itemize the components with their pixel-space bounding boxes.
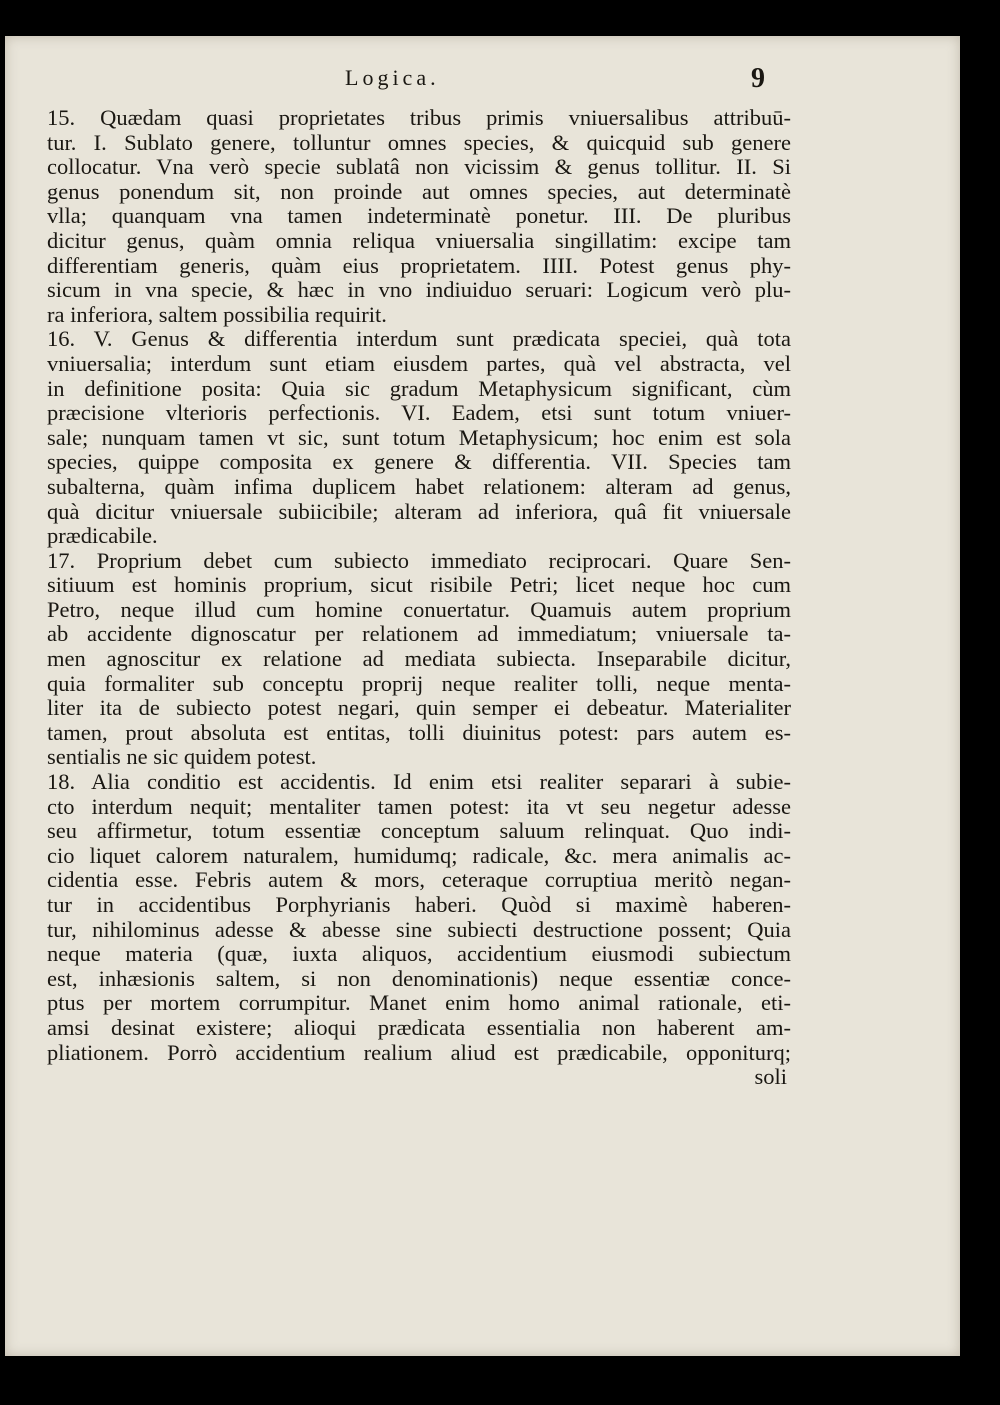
text-line: cio liquet calorem naturalem, humidumq; radicale, &c. mera animalis ac- (47, 843, 791, 868)
text-line: differentiam generis, quàm eius proprietatem. IIII. Potest genus phy- (47, 253, 791, 278)
text-line: præcisione vlterioris perfectionis. VI. Eadem, etsi sunt totum vniuer- (47, 401, 791, 426)
text-line: species, quippe composita ex genere & differentia. VII. Species tam (47, 450, 791, 475)
text-line: Petro, neque illud cum homine conuertatur. Quamuis autem proprium (47, 597, 791, 622)
text-line: amsi desinat existere; alioqui prædicata essentialia non haberent am- (47, 1015, 791, 1040)
text-line: est, inhæsionis saltem, si non denominationis) neque essentiæ conce- (47, 966, 791, 991)
text-line: 16. V. Genus & differentia interdum sunt prædicata speciei, quà tota (47, 327, 791, 352)
text-line: seu affirmetur, totum essentiæ conceptum saluum relinquat. Quo indi- (47, 819, 791, 844)
text-line: tamen, prout absoluta est entitas, tolli diuinitus potest: pars autem es- (47, 720, 791, 745)
text-line: in definitione posita: Quia sic gradum Metaphysicum significant, cùm (47, 376, 791, 401)
text-line: tur. I. Sublato genere, tolluntur omnes species, & quicquid sub genere (47, 130, 791, 155)
text-line: dicitur genus, quàm omnia reliqua vniuersalia singillatim: excipe tam (47, 228, 791, 253)
text-line: sitiuum est hominis proprium, sicut risibile Petri; licet neque hoc cum (47, 573, 791, 598)
text-line: 17. Proprium debet cum subiecto immediato reciprocari. Quare Sen- (47, 548, 791, 573)
text-line: sentialis ne sic quidem potest. (47, 745, 317, 770)
catchword: soli (754, 1064, 787, 1090)
text-line: 15. Quædam quasi proprietates tribus primis vniuersalibus attribuū- (47, 106, 791, 130)
page (5, 36, 960, 1356)
text-line: genus ponendum sit, non proinde aut omnes species, aut determinatè (47, 179, 791, 204)
text-line: prædicabile. (47, 524, 158, 549)
text-line: vniuersalia; interdum sunt etiam eiusdem partes, quà vel abstracta, vel (47, 351, 791, 376)
text-line: cto interdum nequit; mentaliter tamen potest: ita vt seu negetur adesse (47, 794, 791, 819)
text-line: 18. Alia conditio est accidentis. Id enim etsi realiter separari à subie- (47, 770, 791, 795)
text-line: tur in accidentibus Porphyrianis haberi. Quòd si maximè haberen- (47, 893, 791, 917)
text-line: vlla; quanquam vna tamen indeterminatè ponetur. III. De pluribus (47, 204, 791, 229)
text-line: sale; nunquam tamen vt sic, sunt totum Metaphysicum; hoc enim est sola (47, 425, 791, 450)
text-line: subalterna, quàm infima duplicem habet relationem: alteram ad genus, (47, 474, 791, 499)
text-line: collocatur. Vna verò specie sublatâ non vicissim & genus tollitur. II. Si (47, 155, 791, 180)
page-number: 9 (751, 63, 765, 94)
text-line: quà dicitur vniuersale subiicibile; alteram ad inferiora, quâ fit vniuersale (47, 499, 791, 524)
text-line: ptus per mortem corrumpitur. Manet enim homo animal rationale, eti- (47, 991, 791, 1016)
text-line: tur, nihilominus adesse & abesse sine subiecti destructione possent; Quia (47, 917, 791, 942)
running-head: Logica. (345, 65, 440, 90)
body-text (47, 106, 791, 1090)
text-line: ab accidente dignoscatur per relationem ad immediatum; vniuersale ta- (47, 622, 791, 647)
text-line: men agnoscitur ex relatione ad mediata subiecta. Inseparabile dicitur, (47, 647, 791, 672)
text-line: sicum in vna specie, & hæc in vno indiuiduo seruari: Logicum verò plu- (47, 278, 791, 303)
page-header (345, 65, 765, 105)
text-line: pliationem. Porrò accidentium realium aliud est prædicabile, opponiturq; (47, 1040, 791, 1065)
text-line: neque materia (quæ, iuxta aliquos, accidentium eiusmodi subiectum (47, 942, 791, 967)
text-line: ra inferiora, saltem possibilia requirit. (47, 302, 387, 327)
text-line: cidentia esse. Febris autem & mors, ceteraque corruptiua meritò negan- (47, 868, 791, 893)
text-line: liter ita de subiecto potest negari, quin semper ei debeatur. Materialiter (47, 696, 791, 721)
text-line: quia formaliter sub conceptu proprij neque realiter tolli, neque menta- (47, 671, 791, 696)
